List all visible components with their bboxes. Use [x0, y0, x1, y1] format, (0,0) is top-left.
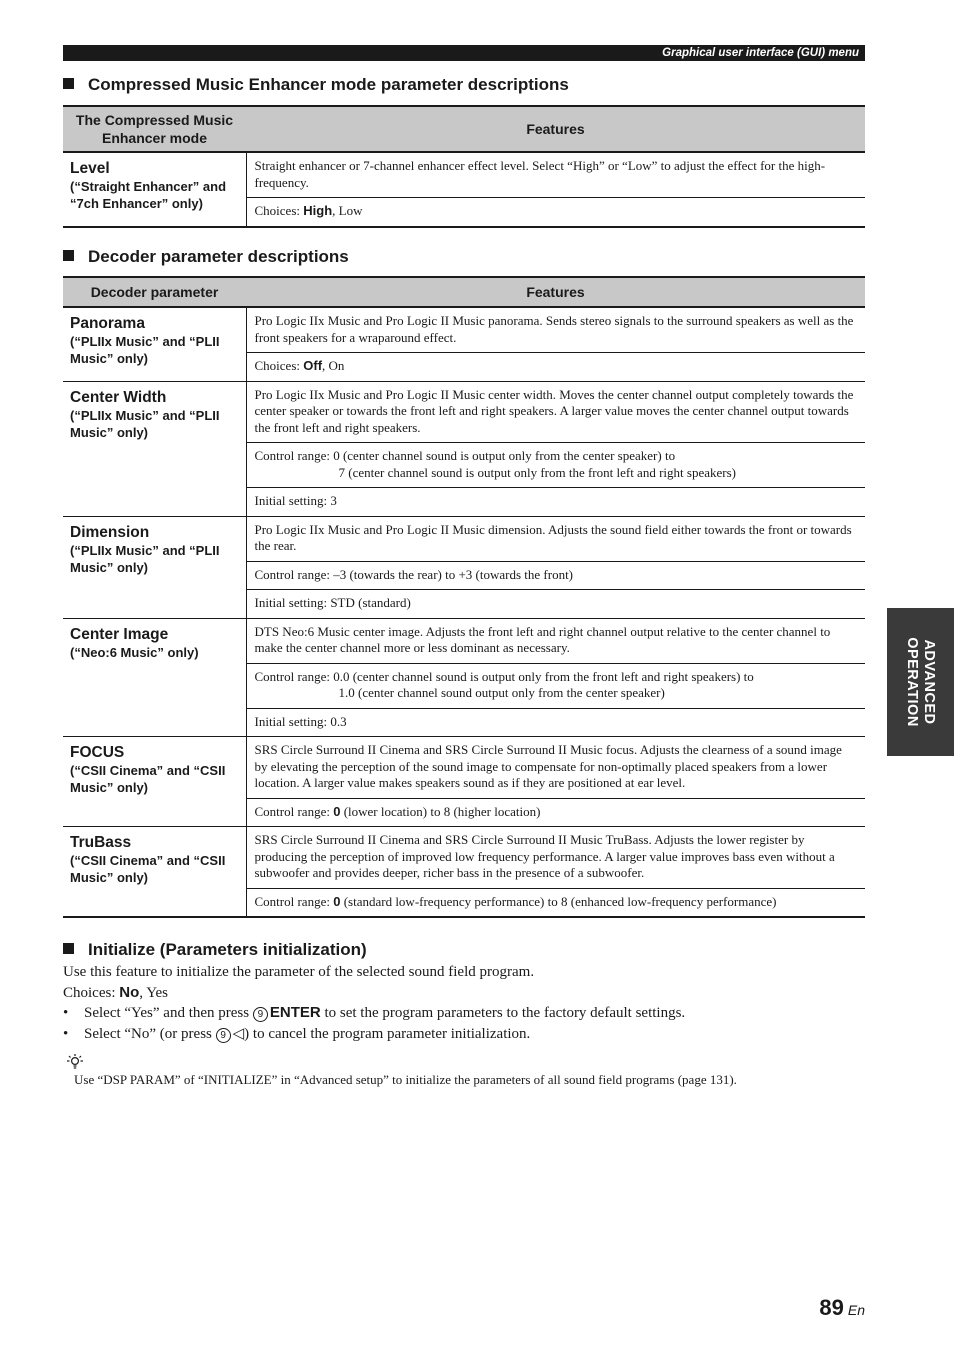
decoder-heading	[63, 247, 865, 267]
side-tab-line-1: ADVANCED	[921, 639, 938, 725]
choices-rest: , Low	[332, 203, 363, 218]
param-note: (“Neo:6 Music” only)	[70, 644, 199, 660]
feature-choices	[246, 198, 865, 227]
feature-initial: Initial setting: STD (standard)	[246, 590, 865, 619]
choices-label: Choices:	[254, 203, 304, 218]
feature-desc: Pro Logic IIx Music and Pro Logic II Music center width. Moves the center channel output completely towards the center speaker or towards the front left and right speakers. A larger value moves the center channel output towards the front left and right speakers.	[246, 381, 865, 443]
side-tab-line-2: OPERATION	[904, 637, 921, 727]
square-bullet-icon	[63, 250, 74, 261]
choices-default: No	[119, 983, 140, 1001]
table-row	[63, 152, 865, 198]
key-9-icon: 9	[216, 1028, 231, 1043]
decoder-heading-text: Decoder parameter descriptions	[88, 247, 349, 266]
param-note: (“CSII Cinema” and “CSII Music” only)	[70, 763, 226, 795]
decoder-table	[63, 276, 865, 918]
feature-initial: Initial setting: 0.3	[246, 708, 865, 737]
param-cell	[63, 618, 246, 737]
square-bullet-icon	[63, 943, 74, 954]
initialize-heading	[63, 940, 865, 960]
table-row	[63, 737, 865, 799]
range-default: 0	[333, 893, 341, 909]
param-name: Dimension	[70, 523, 150, 541]
range-line-1: Control range: 0 (center channel sound is output only from the center speaker) to	[254, 448, 676, 463]
side-tab-label	[887, 608, 954, 756]
param-cell	[63, 381, 246, 516]
initialize-intro: Use this feature to initialize the parameter of the selected sound field program.	[63, 964, 535, 980]
square-bullet-icon	[63, 78, 74, 89]
range-line-2: 7 (center channel sound is output only from the front left and right speakers)	[338, 464, 736, 480]
feature-range	[246, 888, 865, 917]
choices-label: Choices:	[254, 358, 304, 373]
initialize-heading-text: Initialize (Parameters initialization)	[88, 940, 367, 959]
bullet-text: Select “No” (or press	[84, 1025, 216, 1042]
cme-col-mode: The Compressed Music Enhancer mode	[63, 106, 246, 152]
cme-col-features: Features	[246, 106, 865, 152]
choices-rest: , Yes	[139, 984, 169, 1001]
param-cell	[63, 152, 246, 227]
range-line-1: Control range: 0.0 (center channel sound is output only from the front left and right speakers) to	[254, 668, 754, 684]
initialize-body	[63, 962, 865, 1044]
enter-key-label: ENTER	[269, 1004, 321, 1021]
cme-table-header	[63, 106, 865, 152]
bullet-text: ) to cancel the program parameter initialization.	[244, 1025, 531, 1042]
table-row	[63, 516, 865, 561]
bullet-text: Select “Yes” and then press	[84, 1005, 253, 1021]
range-line-2: 1.0 (center channel sound output only from the center speaker)	[338, 685, 665, 700]
feature-initial: Initial setting: 3	[246, 488, 865, 517]
param-name: Panorama	[70, 315, 145, 332]
range-rest: (standard low-frequency performance) to 8 (enhanced low-frequency performance)	[340, 893, 777, 909]
cme-table	[63, 105, 865, 228]
decoder-table-header	[63, 277, 865, 307]
bullet-text: to set the program parameters to the factory default settings.	[320, 1005, 686, 1021]
param-cell	[63, 307, 246, 381]
choices-label: Choices:	[63, 984, 120, 1001]
section-side-tab	[887, 608, 954, 756]
param-note: (“PLIIx Music” and “PLII Music” only)	[70, 542, 220, 575]
initialize-choices	[63, 983, 865, 1004]
param-name: Center Image	[70, 625, 169, 643]
list-item	[63, 1003, 865, 1024]
table-row	[63, 307, 865, 353]
running-header-title: Graphical user interface (GUI) menu	[662, 47, 859, 59]
table-row	[63, 827, 865, 889]
feature-range	[246, 663, 865, 708]
table-row	[63, 618, 865, 663]
range-default: 0	[333, 803, 341, 819]
feature-desc: Pro Logic IIx Music and Pro Logic II Music panorama. Sends stereo signals to the surround speakers as well as the front speakers for a wraparound effect.	[246, 307, 865, 353]
param-note: (“CSII Cinema” and “CSII Music” only)	[70, 853, 226, 885]
param-name: FOCUS	[70, 744, 125, 761]
table-row	[63, 381, 865, 443]
feature-desc: SRS Circle Surround II Cinema and SRS Circle Surround II Music focus. Adjusts the clearness of a sound image by elevating the perception of the sound image to compensate for non-optimally placed speakers from a lower location. A larger value makes speakers sound as if they are positioned at ear level.	[246, 737, 865, 799]
feature-choices	[246, 353, 865, 382]
cme-heading-text: Compressed Music Enhancer mode parameter descriptions	[88, 75, 569, 94]
running-header	[63, 45, 865, 61]
param-cell	[63, 737, 246, 827]
choices-default: High	[303, 203, 333, 218]
param-cell	[63, 827, 246, 918]
param-note: (“PLIIx Music” and “PLII Music” only)	[70, 407, 220, 440]
list-item	[63, 1024, 865, 1045]
feature-range	[246, 798, 865, 827]
page-number	[819, 1295, 865, 1321]
feature-desc: Pro Logic IIx Music and Pro Logic II Music dimension. Adjusts the sound field either towards the front or towards the rear.	[246, 516, 865, 561]
param-name: Level	[70, 160, 110, 177]
choices-default: Off	[303, 358, 323, 373]
range-rest: (lower location) to 8 (higher location)	[340, 803, 541, 819]
left-arrow-icon: ◁	[232, 1025, 245, 1042]
param-name: TruBass	[70, 834, 132, 851]
choices-rest: , On	[322, 358, 345, 373]
page-number-value: 89	[819, 1295, 844, 1320]
range-label: Control range:	[254, 893, 334, 909]
decoder-col-features: Features	[246, 277, 865, 307]
lightbulb-icon	[66, 1053, 84, 1069]
feature-desc: Straight enhancer or 7-channel enhancer effect level. Select “High” or “Low” to adjust the effect for the high-frequency.	[246, 152, 865, 198]
param-note: (“Straight Enhancer” and “7ch Enhancer” only)	[70, 179, 227, 211]
param-name: Center Width	[70, 388, 167, 406]
feature-desc: SRS Circle Surround II Cinema and SRS Circle Surround II Music TruBass. Adjusts the lower register by producing the perception of improved low frequency performance. A larger value improves bass even without a subwoofer and provides deeper, richer bass in the presence of a subwoofer.	[246, 827, 865, 889]
decoder-col-param: Decoder parameter	[63, 277, 246, 307]
param-cell	[63, 516, 246, 618]
feature-desc: DTS Neo:6 Music center image. Adjusts the front left and right channel output relative to the center channel to make the center channel more or less dominant as necessary.	[246, 618, 865, 663]
feature-range: Control range: –3 (towards the rear) to +3 (towards the front)	[246, 561, 865, 590]
page-lang: En	[847, 1302, 865, 1318]
param-note: (“PLIIx Music” and “PLII Music” only)	[70, 334, 220, 366]
cme-heading	[63, 75, 865, 95]
feature-range	[246, 443, 865, 488]
range-label: Control range:	[254, 803, 334, 819]
key-9-icon: 9	[253, 1007, 268, 1022]
tip-text: Use “DSP PARAM” of “INITIALIZE” in “Advanced setup” to initialize the parameters of all sound field programs (page 131).	[74, 1072, 737, 1087]
